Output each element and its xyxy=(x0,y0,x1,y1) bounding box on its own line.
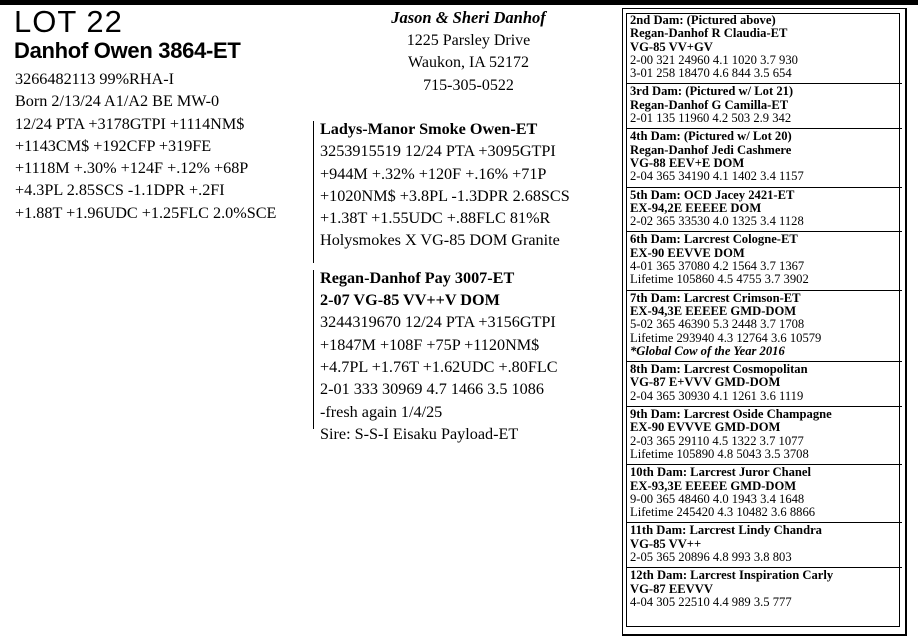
pedigree-dam-record: 3-01 258 18470 4.6 844 3.5 654 xyxy=(630,66,792,81)
pedigree-dam-heading: 12th Dam: Larcrest Inspiration Carly xyxy=(630,568,834,583)
animal-name: Danhof Owen 3864-ET xyxy=(14,38,241,63)
pedigree-dam-heading: EX-90 EEVVE DOM xyxy=(630,245,745,260)
pedigree-dam-block xyxy=(626,84,902,129)
pedigree-dam-heading: VG-87 E+VVV GMD-DOM xyxy=(630,375,781,390)
pedigree-dam-heading: EX-94,3E EEEEE GMD-DOM xyxy=(630,303,797,318)
animal-line: 12/24 PTA +3178GTPI +1114NM$ xyxy=(15,114,245,133)
pedigree-dam-record: 2-03 365 29110 4.5 1322 3.7 1077 xyxy=(630,433,804,448)
dam-line: +4.7PL +1.76T +1.62UDC +.80FLC xyxy=(320,357,558,376)
animal-line: 3266482113 99%RHA-I xyxy=(15,70,175,88)
dam-line: 2-01 333 30969 4.7 1466 3.5 1086 xyxy=(320,380,544,399)
animal-line: Born 2/13/24 A1/A2 BE MW-0 xyxy=(15,92,220,111)
pedigree-dam-heading: VG-88 EEV+E DOM xyxy=(630,155,745,170)
pedigree-dam-award: *Global Cow of the Year 2016 xyxy=(630,343,785,358)
pedigree-dam-block xyxy=(626,568,902,612)
pedigree-dam-heading: 5th Dam: OCD Jacey 2421-ET xyxy=(630,187,795,202)
pedigree-dam-record: Lifetime 293940 4.3 12764 3.6 10579 xyxy=(630,330,822,345)
dam-line: 3244319670 12/24 PTA +3156GTPI xyxy=(320,313,556,332)
pedigree-dam-record: Lifetime 105890 4.8 5043 3.5 3708 xyxy=(630,446,809,461)
animal-details xyxy=(15,68,276,224)
pedigree-list xyxy=(630,13,898,612)
pedigree-dam-block xyxy=(626,465,902,523)
pedigree-dam-record: 2-04 365 30930 4.1 1261 3.6 1119 xyxy=(630,388,804,403)
sire-line: 3253915519 12/24 PTA +3095GTPI xyxy=(320,142,556,161)
consignor-name: Jason & Sheri Danhof xyxy=(391,8,546,27)
pedigree-dam-heading: 3rd Dam: (Pictured w/ Lot 21) xyxy=(630,84,794,99)
pedigree-dam-block xyxy=(626,232,902,290)
sire-line: Holysmokes X VG-85 DOM Granite xyxy=(320,231,560,250)
pedigree-dam-record: 4-01 365 37080 4.2 1564 3.7 1367 xyxy=(630,259,805,274)
animal-line: +1143CM$ +192CFP +319FE xyxy=(15,136,212,155)
sire-line: +944M +.32% +120F +.16% +71P xyxy=(320,164,547,183)
animal-line: +4.3PL 2.85SCS -1.1DPR +.2FI xyxy=(15,181,225,200)
pedigree-dam-record: Lifetime 245420 4.3 10482 3.6 8866 xyxy=(630,505,816,520)
pedigree-dam-heading: VG-85 VV++ xyxy=(630,536,702,551)
pedigree-dam-heading: VG-87 EEVVV xyxy=(630,581,713,596)
consignor-address: 1225 Parsley Drive xyxy=(406,31,531,49)
consignor-phone: 715-305-0522 xyxy=(423,76,514,94)
pedigree-dam-heading: 8th Dam: Larcrest Cosmopolitan xyxy=(630,362,808,377)
animal-line: +1.88T +1.96UDC +1.25FLC 2.0%SCE xyxy=(15,203,277,222)
pedigree-dam-record: 2-04 365 34190 4.1 1402 3.4 1157 xyxy=(630,169,804,184)
animal-line: +1118M +.30% +124F +.12% +68P xyxy=(15,159,249,178)
dam-bracket xyxy=(313,270,314,429)
pedigree-dam-block xyxy=(626,188,902,233)
pedigree-dam-heading: VG-85 VV+GV xyxy=(630,39,713,54)
pedigree-dam-record: 9-00 365 48460 4.0 1943 3.4 1648 xyxy=(630,491,805,506)
dam-name: Regan-Danhof Pay 3007-ET xyxy=(320,268,515,287)
top-rule xyxy=(0,0,918,5)
sire-name: Ladys-Manor Smoke Owen-ET xyxy=(320,120,538,138)
pedigree-dam-block xyxy=(626,13,902,84)
dam-line: Sire: S-S-I Eisaku Payload-ET xyxy=(320,424,519,443)
pedigree-dam-record: 2-02 365 33530 4.0 1325 3.4 1128 xyxy=(630,214,804,229)
sire-section xyxy=(320,118,570,445)
pedigree-dam-record: 2-00 321 24960 4.1 1020 3.7 930 xyxy=(630,52,798,67)
consignor-contact xyxy=(361,7,576,97)
pedigree-dam-heading: 4th Dam: (Pictured w/ Lot 20) xyxy=(630,129,792,144)
pedigree-dam-heading: EX-90 EVVVE GMD-DOM xyxy=(630,420,781,435)
pedigree-dam-heading: Regan-Danhof R Claudia-ET xyxy=(630,26,788,41)
pedigree-dam-heading: 6th Dam: Larcrest Cologne-ET xyxy=(630,232,798,247)
pedigree-dam-heading: 9th Dam: Larcrest Oside Champagne xyxy=(630,407,832,422)
pedigree-dam-record: 2-05 365 20896 4.8 993 3.8 803 xyxy=(630,549,792,564)
sire-line: +1.38T +1.55UDC +.88FLC 81%R xyxy=(320,209,551,228)
pedigree-dam-block xyxy=(626,291,902,362)
pedigree-dam-heading: 10th Dam: Larcrest Juror Chanel xyxy=(630,465,811,480)
sire-bracket xyxy=(313,121,314,263)
pedigree-dam-record: 4-04 305 22510 4.4 989 3.5 777 xyxy=(630,594,792,609)
pedigree-dam-record: 5-02 365 46390 5.3 2448 3.7 1708 xyxy=(630,317,805,332)
pedigree-dam-heading: 7th Dam: Larcrest Crimson-ET xyxy=(630,290,801,305)
consignor-city: Waukon, IA 52172 xyxy=(408,54,529,71)
pedigree-dam-heading: 2nd Dam: (Pictured above) xyxy=(630,13,776,27)
pedigree-dam-heading: 11th Dam: Larcrest Lindy Chandra xyxy=(630,523,822,538)
pedigree-dam-heading: Regan-Danhof Jedi Cashmere xyxy=(630,142,792,157)
pedigree-dam-block xyxy=(626,362,902,407)
lot-number: LOT 22 xyxy=(14,4,123,39)
pedigree-dam-block xyxy=(626,129,902,187)
pedigree-dam-heading: EX-93,3E EEEEE GMD-DOM xyxy=(630,478,797,493)
pedigree-dam-record: 2-01 135 11960 4.2 503 2.9 342 xyxy=(630,111,792,126)
dam-classification: 2-07 VG-85 VV++V DOM xyxy=(320,291,500,310)
dam-line: -fresh again 1/4/25 xyxy=(320,402,443,421)
pedigree-dam-block xyxy=(626,523,902,568)
pedigree-dam-heading: EX-94,2E EEEEE DOM xyxy=(630,200,762,215)
dam-line: +1847M +108F +75P +1120NM$ xyxy=(320,335,540,354)
pedigree-dam-block xyxy=(626,407,902,465)
pedigree-dam-record: Lifetime 105860 4.5 4755 3.7 3902 xyxy=(630,272,809,287)
pedigree-dam-heading: Regan-Danhof G Camilla-ET xyxy=(630,97,789,112)
sire-line: +1020NM$ +3.8PL -1.3DPR 2.68SCS xyxy=(320,186,570,205)
